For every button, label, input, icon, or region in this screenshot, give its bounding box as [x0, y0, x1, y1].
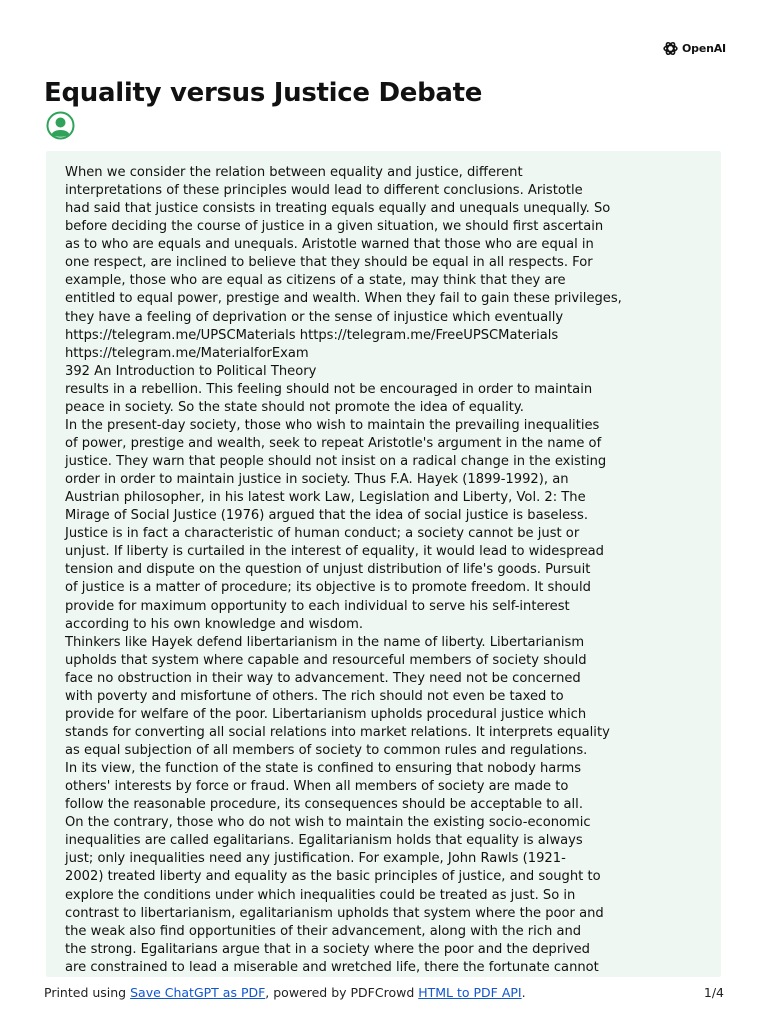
text-line: Justice is in fact a characteristic of human conduct; a society cannot be just or	[65, 526, 580, 542]
text-line: explore the conditions under which inequalities could be treated as just. So in	[65, 887, 576, 903]
text-line: of power, prestige and wealth, seek to repeat Aristotle's argument in the name of	[65, 435, 602, 451]
text-line: upholds that system where capable and resourceful members of society should	[65, 652, 587, 668]
page-title: Equality versus Justice Debate	[44, 78, 483, 108]
text-line: On the contrary, those who do not wish to maintain the existing socio-economic	[65, 815, 591, 831]
user-avatar	[46, 111, 75, 140]
text-line: contrast to libertarianism, egalitarianism upholds that system where the poor and	[65, 905, 604, 921]
text-line: https://telegram.me/UPSCMaterials https://telegram.me/FreeUPSCMaterials	[65, 327, 559, 343]
page-number: 1/4	[703, 985, 724, 1000]
text-line: of justice is a matter of procedure; its objective is to promote freedom. It should	[65, 580, 591, 596]
text-line: one respect, are inclined to believe that they should be equal in all respects. For	[65, 255, 593, 271]
text-line: Austrian philosopher, in his latest work Law, Legislation and Liberty, Vol. 2: The	[65, 490, 586, 506]
text-line: according to his own knowledge and wisdom.	[65, 616, 364, 632]
text-line: In the present-day society, those who wish to maintain the prevailing inequalities	[65, 417, 600, 433]
text-line: Thinkers like Hayek defend libertarianism in the name of liberty. Libertarianism	[65, 634, 585, 650]
text-line: unjust. If liberty is curtailed in the interest of equality, it would lead to widespread	[65, 544, 604, 560]
message-text	[65, 164, 622, 977]
user-avatar-icon	[46, 111, 75, 140]
text-line: When we consider the relation between equality and justice, different	[65, 165, 523, 180]
text-line: 2002) treated liberty and equality as the basic principles of justice, and sought to	[65, 869, 601, 885]
text-line: interpretations of these principles would lead to different conclusions. Aristotle	[65, 183, 583, 199]
openai-logo-icon	[662, 40, 679, 57]
text-line: example, those who are equal as citizens of a state, may think that they are	[65, 273, 566, 289]
text-line: others' interests by force or fraud. When all members of society are made to	[65, 779, 569, 795]
footer-middle: , powered by PDFCrowd	[265, 985, 419, 1000]
text-line: 392 An Introduction to Political Theory	[65, 363, 317, 379]
text-line: had said that justice consists in treating equals equally and unequals unequally. So	[65, 201, 611, 217]
text-line: justice. They warn that people should not insist on a radical change in the existing	[65, 454, 607, 469]
text-line: order in order to maintain justice in society. Thus F.A. Hayek (1899-1992), an	[65, 472, 569, 488]
openai-logo	[662, 40, 726, 57]
message-body	[46, 151, 721, 977]
text-line: stands for converting all social relations into market relations. It interprets equality	[65, 724, 610, 740]
text-line: tension and dispute on the question of unjust distribution of life's goods. Pursuit	[65, 562, 591, 578]
print-footer	[44, 985, 724, 1000]
text-line: results in a rebellion. This feeling should not be encouraged in order to maintain	[65, 381, 593, 397]
text-line: In its view, the function of the state is confined to ensuring that nobody harms	[65, 761, 582, 777]
text-line: before deciding the course of justice in a given situation, we should first ascertain	[65, 219, 604, 235]
footer-suffix: .	[521, 985, 526, 1000]
text-line: inequalities are called egalitarians. Egalitarianism holds that equality is always	[65, 833, 583, 849]
text-line: are constrained to lead a miserable and wretched life, there the fortunate cannot	[65, 959, 599, 975]
text-line: as equal subjection of all members of society to common rules and regulations.	[65, 743, 588, 758]
footer-prefix: Printed using	[44, 985, 131, 1000]
html-to-pdf-api-link[interactable]: HTML to PDF API	[418, 985, 522, 1000]
text-line: face no obstruction in their way to advancement. They need not be concerned	[65, 670, 581, 686]
text-line: they have a feeling of deprivation or the sense of injustice which eventually	[65, 309, 564, 325]
text-line: provide for maximum opportunity to each individual to serve his self-interest	[65, 598, 570, 614]
text-line: just; only inequalities need any justification. For example, John Rawls (1921-	[65, 851, 566, 867]
text-line: peace in society. So the state should not promote the idea of equality.	[65, 399, 524, 415]
text-line: follow the reasonable procedure, its consequences should be acceptable to all.	[65, 797, 583, 813]
text-line: the weak also find opportunities of their advancement, along with the rich and	[65, 923, 582, 939]
save-chatgpt-pdf-link[interactable]: Save ChatGPT as PDF	[130, 985, 266, 1000]
text-line: as to who are equals and unequals. Aristotle warned that those who are equal in	[65, 237, 594, 253]
text-line: provide for welfare of the poor. Libertarianism upholds procedural justice which	[65, 706, 587, 722]
text-line: https://telegram.me/MaterialforExam	[65, 345, 309, 361]
logo-text: OpenAI	[682, 42, 726, 55]
text-line: the strong. Egalitarians argue that in a society where the poor and the deprived	[65, 941, 590, 957]
text-line: entitled to equal power, prestige and wealth. When they fail to gain these privileges,	[65, 291, 622, 307]
text-line: Mirage of Social Justice (1976) argued that the idea of social justice is baseless.	[65, 508, 588, 524]
text-line: with poverty and misfortune of others. The rich should not even be taxed to	[65, 688, 564, 704]
